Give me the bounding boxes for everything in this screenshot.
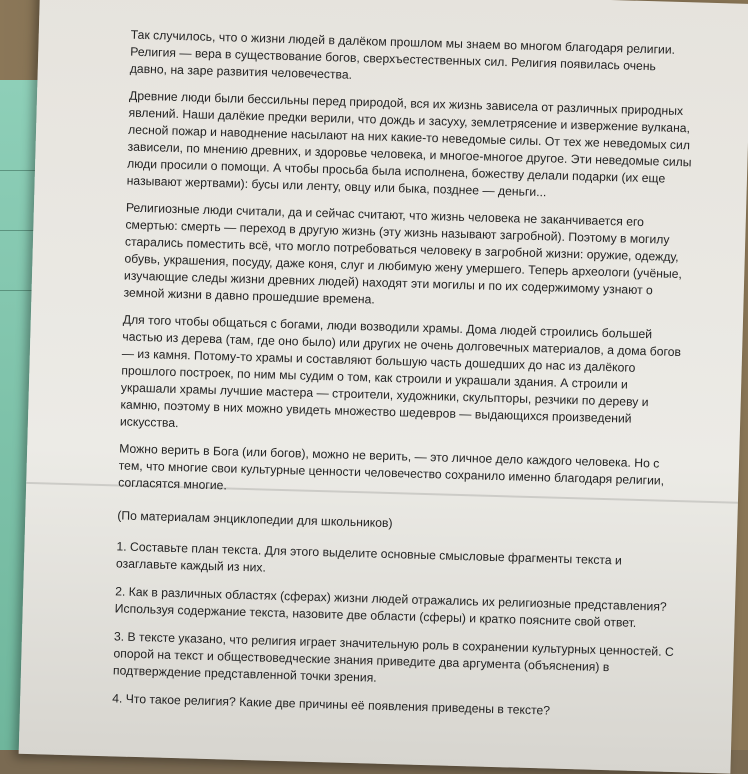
paper-sheet: [19, 0, 748, 774]
task-3: 3. В тексте указано, что религия играет значительную роль в сохранении культурных ценностей. С опорой на текст и обществоведческие знания приведите два аргумента (объяснения) в подтверждение представленной точки зрения.: [112, 629, 674, 685]
document-text: [112, 27, 696, 735]
task-4: 4. Что такое религия? Какие две причины её появления приведены в тексте?: [112, 691, 551, 718]
paragraph-1: Так случилось, что о жизни людей в далёком прошлом мы знаем во многом благодаря религии. Религия — вера в существование богов, сверхъестественных сил. Религия появилась очень давно, на заре развития человечества.: [129, 27, 676, 82]
task-2: 2. Как в различных областях (сферах) жизни людей отражались их религиозные представления? Используя содержание текста, назовите две области (сферы) и кратко поясните свой ответ.: [114, 584, 667, 630]
paragraph-2: Древние люди были бессильны перед природой, вся их жизнь зависела от различных природных явлений. Наши далёкие предки верили, что дождь и засуху, землетрясение и извержение вулкана, лесной пожар и наводнение насылают на них какие-то неведомые силы. От тех же неведомых сил зависели, по мнению древних, и здоровье человека, и многое-многое другое. Эти неведомые силы люди просили о помощи. А чтобы просьба была исполнена, божеству делали подарки (их еще называют жертвами): бусы или ленту, овцу или быка, позднее — деньги...: [126, 88, 692, 200]
paragraph-3: Религиозные люди считали, да и сейчас считают, что жизнь человека не заканчивается его смертью: смерть — переход в другую жизнь (эту жизнь называют загробной). Поэтому в могилу старались поместить всё, что могло потребоваться человеку в загробной жизни: оружие, одежду, обувь, украшения, посуду, даже коня, слуг и любимую жену умершего. Теперь археологи (учёные, изучающие следы жизни древних людей) находят эти могилы и по их содержимому узнают о земной жизни в давно прошедшие времена.: [123, 200, 683, 307]
task-1: 1. Составьте план текста. Для этого выделите основные смысловые фрагменты текста и озаглавьте каждый из них.: [115, 539, 623, 575]
paragraph-5: Можно верить в Бога (или богов), можно не верить, — это личное дело каждого человека. Но с тем, что многие свои культурные ценности человечество сохранило именно благодаря религии, согласятся многие.: [118, 441, 665, 493]
source-note: (По материалам энциклопедии для школьников): [117, 508, 393, 531]
paragraph-4: Для того чтобы общаться с богами, люди возводили храмы. Дома людей строились большей частью из дерева (там, где оно было) или других не очень долговечных материалов, а дома богов — из камня. Потому-то храмы и составляют большую часть дошедших до нас из далёкого прошлого построек, по ним мы судим о том, как строили и украшали здания. А строили и украшали храмы лучшие мастера — строители, художники, скульпторы, резчики по дереву и камню, поэтому в них можно увидеть множество шедевров — выдающихся произведений искусства.: [119, 312, 682, 431]
